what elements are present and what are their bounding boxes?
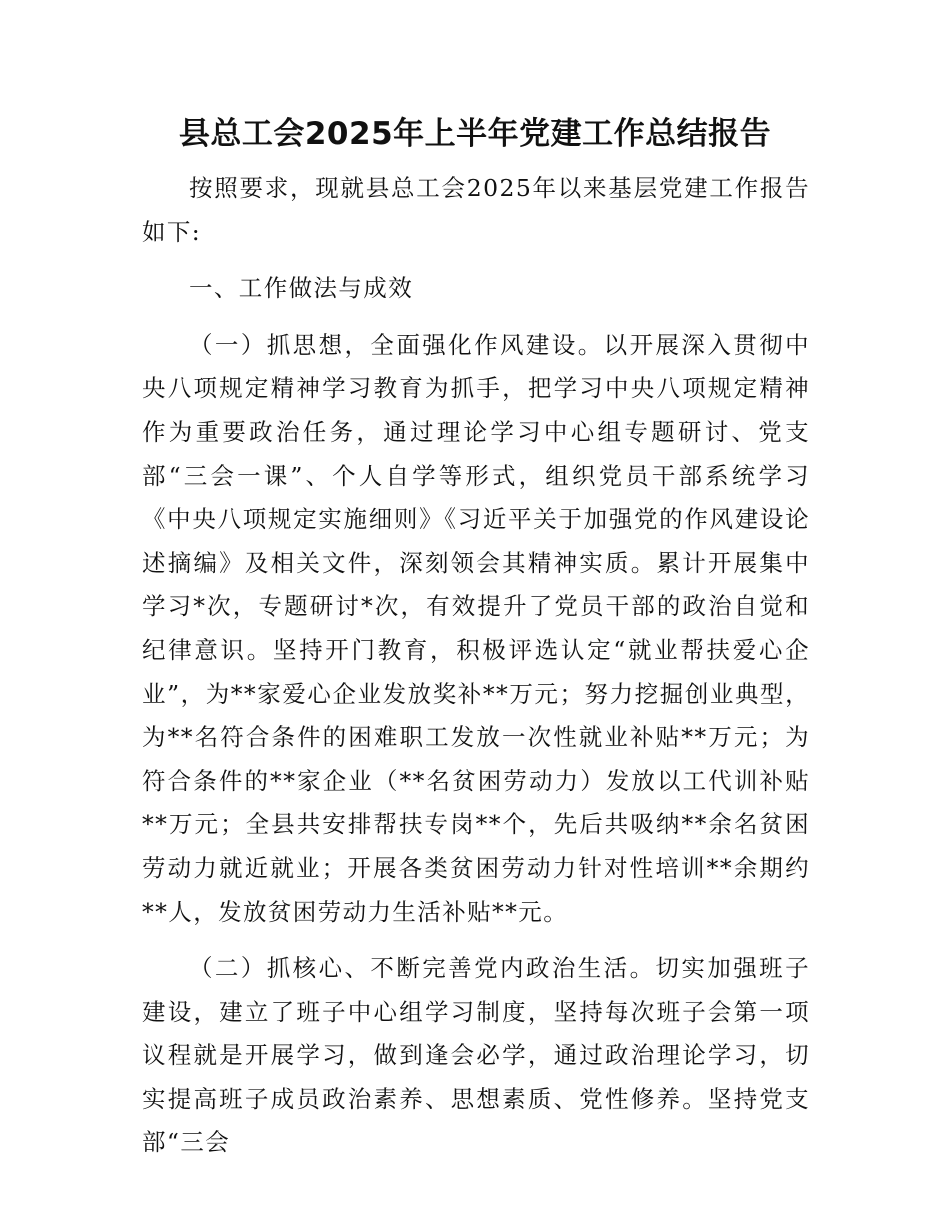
document-title: 县总工会2025年上半年党建工作总结报告 [178, 116, 772, 152]
section-heading: 一、工作做法与成效 [189, 274, 414, 303]
document-body [142, 167, 810, 1165]
paragraph-2: （二）抓核心、不断完善党内政治生活。切实加强班子建设，建立了班子中心组学习制度，坚持每次班子会第一项议程就是开展学习，做到逢会必学，通过政治理论学习，切实提高班子成员政治素养、思想素质、党性修养。坚持党支部“三会 [142, 954, 810, 1157]
paragraph-1: （一）抓思想，全面强化作风建设。以开展深入贯彻中央八项规定精神学习教育为抓手，把学习中央八项规定精神作为重要政治任务，通过理论学习中心组专题研讨、党支部“三会一课”、个人自学等形式，组织党员干部系统学习《中央八项规定实施细则》《习近平关于加强党的作风建设论述摘编》及相关文件，深刻领会其精神实质。累计开展集中学习*次，专题研讨*次，有效提升了党员干部的政治自觉和纪律意识。坚持开门教育，积极评选认定“就业帮扶爱心企业”，为**家爱心企业发放奖补**万元；努力挖掘创业典型，为**名符合条件的困难职工发放一次性就业补贴**万元；为符合条件的**家企业（**名贫困劳动力）发放以工代训补贴**万元；全县共安排帮扶专岗**个，先后共吸纳**余名贫困劳动力就近就业；开展各类贫困劳动力针对性培训**余期约**人，发放贫困劳动力生活补贴**元。 [142, 330, 810, 926]
intro-paragraph: 按照要求，现就县总工会2025年以来基层党建工作报告如下: [142, 174, 810, 246]
